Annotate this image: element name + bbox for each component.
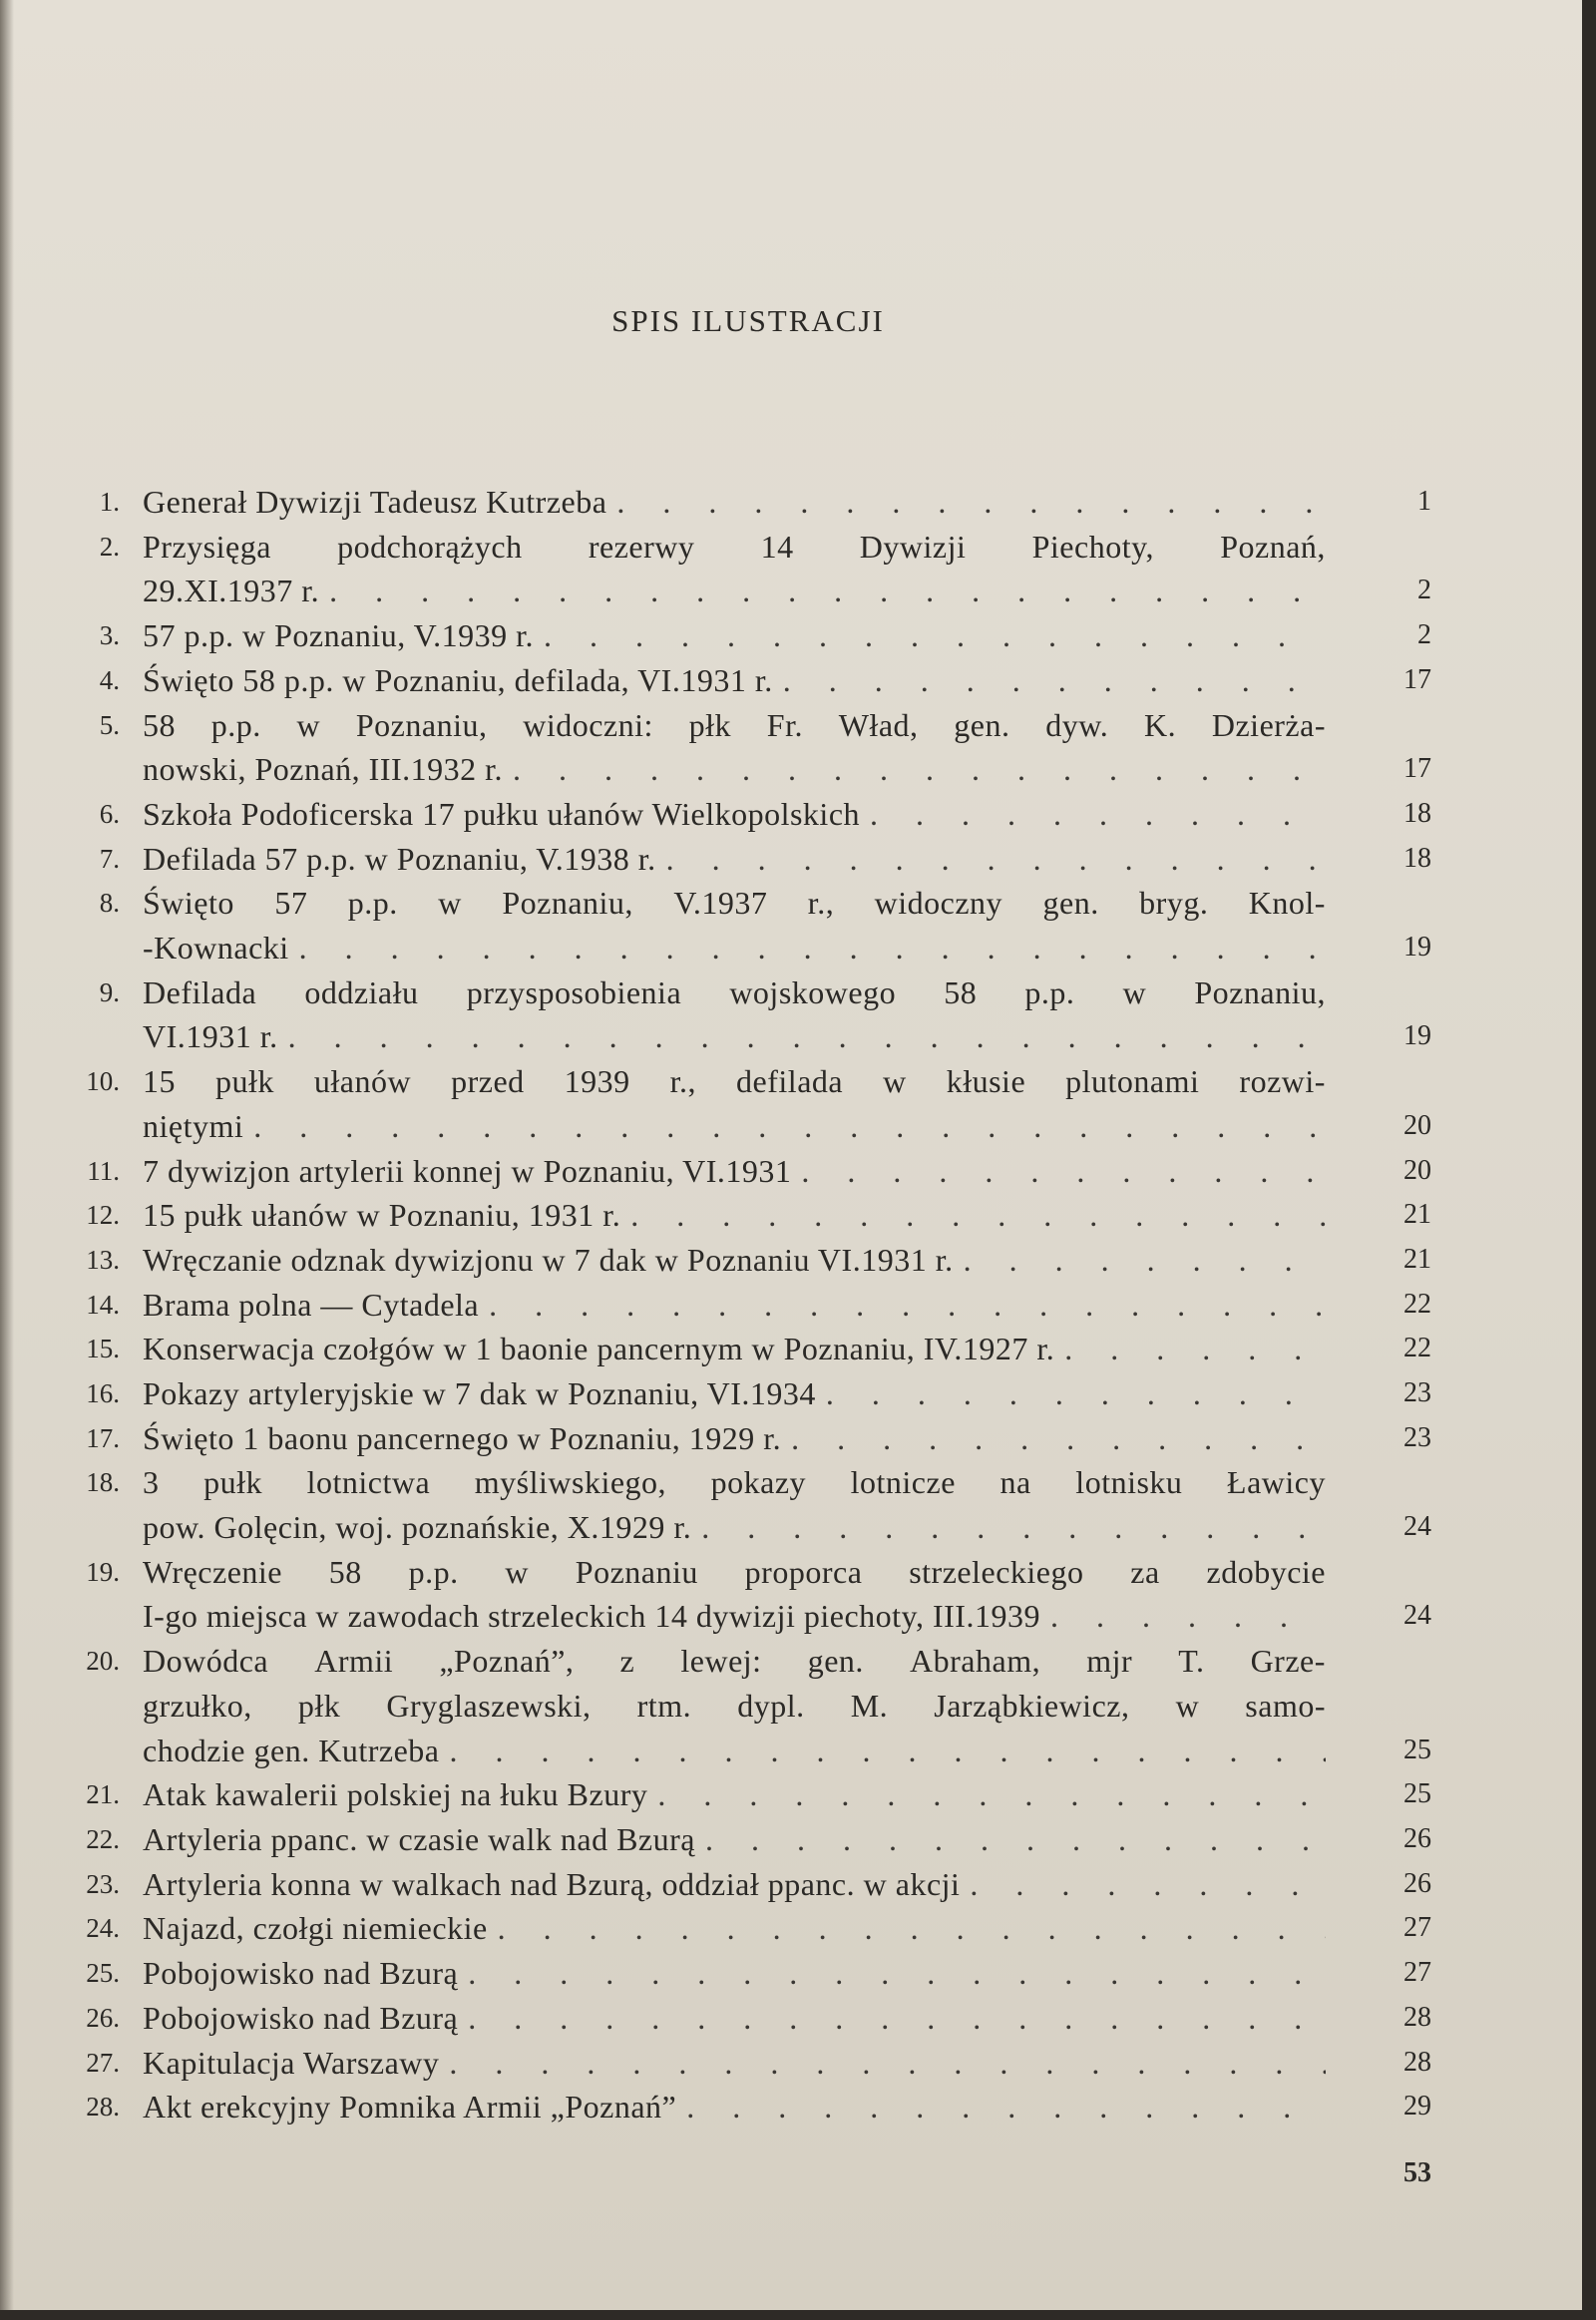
caption-text: 57 p.p. w Poznaniu, V.1939 r. — [143, 617, 534, 654]
entry-number: 22. — [86, 1824, 120, 1854]
dot-leader — [657, 1779, 1326, 1809]
caption-text: Brama polna — Cytadela — [143, 1286, 480, 1323]
entry-number: 5. — [99, 709, 120, 740]
caption-text: 15 pułk ułanów w Poznaniu, 1931 r. — [143, 1197, 621, 1234]
entry-page-number: 19 — [1403, 1020, 1431, 1052]
dot-leader — [791, 1423, 1326, 1453]
dot-leader — [468, 1958, 1326, 1988]
entry-number: 1. — [99, 487, 120, 517]
entry-caption-line — [143, 751, 1326, 788]
dot-leader — [489, 1290, 1326, 1320]
entry-page-number: 19 — [1403, 931, 1431, 963]
caption-text: Pokazy artyleryjskie w 7 dak w Poznaniu, VI.1934 — [143, 1375, 816, 1411]
entry-page-number: 23 — [1403, 1377, 1431, 1408]
dot-leader — [513, 754, 1326, 784]
entry-page-number: 28 — [1403, 2001, 1431, 2033]
dot-leader — [288, 1021, 1326, 1051]
dot-leader — [468, 2003, 1326, 2033]
entry-caption-line — [143, 1018, 1326, 1055]
caption-text: Święto 1 baonu pancernego w Poznaniu, 1929 r. — [143, 1419, 782, 1456]
entry-caption-line: Dowódca Armii „Poznań”, z lewej: gen. Abraham, mjr T. Grze- — [143, 1643, 1326, 1680]
dot-leader — [449, 1736, 1326, 1765]
entry-caption-line — [143, 1999, 1326, 2036]
entry-number: 24. — [86, 1913, 120, 1944]
entry-number: 7. — [99, 843, 120, 874]
dot-leader — [616, 487, 1326, 517]
entry-caption-line — [143, 1375, 1326, 1411]
entry-caption-line — [143, 1910, 1326, 1947]
dot-leader — [826, 1378, 1326, 1408]
caption-text: Święto 58 p.p. w Poznaniu, defilada, VI.1931 r. — [143, 661, 773, 698]
entry-caption-line: Święto 57 p.p. w Poznaniu, V.1937 r., widoczny gen. bryg. Knol- — [143, 885, 1326, 922]
dot-leader — [666, 844, 1326, 874]
entry-caption-line — [143, 617, 1326, 654]
caption-text: 29.XI.1937 r. — [143, 573, 320, 609]
caption-text: Najazd, czołgi niemieckie — [143, 1910, 488, 1947]
entry-page-number: 2 — [1417, 619, 1431, 651]
entry-page-number: 22 — [1403, 1333, 1431, 1364]
caption-text: Artyleria ppanc. w czasie walk nad Bzurą — [143, 1821, 695, 1857]
entry-caption-line — [143, 484, 1326, 520]
entry-caption-line: 58 p.p. w Poznaniu, widoczni: płk Fr. Wład, gen. dyw. K. Dzierża- — [143, 706, 1326, 743]
entry-page-number: 26 — [1403, 1823, 1431, 1854]
caption-text: nowski, Poznań, III.1932 r. — [143, 751, 504, 788]
caption-text: 7 dywizjon artylerii konnej w Poznaniu, VI.1931 — [143, 1152, 792, 1189]
caption-text: chodzie gen. Kutrzeba — [143, 1732, 440, 1768]
entry-caption-line: grzułko, płk Gryglaszewski, rtm. dypl. M. Jarząbkiewicz, w samo- — [143, 1687, 1326, 1724]
entry-caption-line — [143, 1776, 1326, 1813]
entry-caption-line — [143, 795, 1326, 832]
caption-text: Generał Dywizji Tadeusz Kutrzeba — [143, 484, 607, 520]
entry-caption-line — [143, 1152, 1326, 1189]
entry-caption-line — [143, 929, 1326, 966]
dot-leader — [686, 2092, 1326, 2122]
caption-text: Kapitulacja Warszawy — [143, 2044, 440, 2081]
dot-leader — [449, 2048, 1326, 2078]
entry-page-number: 27 — [1403, 1957, 1431, 1989]
dot-leader — [1064, 1334, 1326, 1363]
caption-text: Atak kawalerii polskiej na łuku Bzury — [143, 1776, 648, 1813]
entry-number: 6. — [99, 798, 120, 829]
entry-number: 10. — [86, 1066, 120, 1097]
entry-number: 8. — [99, 888, 120, 919]
caption-text: Akt erekcyjny Pomnika Armii „Poznań” — [143, 2089, 677, 2126]
entry-number: 16. — [86, 1378, 120, 1408]
entry-number: 4. — [99, 664, 120, 695]
entry-caption-line — [143, 1598, 1326, 1635]
entry-number: 20. — [86, 1646, 120, 1677]
dot-leader — [783, 665, 1326, 695]
caption-text: Szkoła Podoficerska 17 pułku ułanów Wielkopolskich — [143, 795, 861, 832]
entry-number: 2. — [99, 531, 120, 562]
dot-leader — [970, 1869, 1326, 1899]
entry-caption-line — [143, 1286, 1326, 1323]
caption-text: -Kownacki — [143, 929, 289, 966]
entry-page-number: 18 — [1403, 797, 1431, 829]
entry-number: 23. — [86, 1868, 120, 1899]
entry-number: 25. — [86, 1958, 120, 1989]
entry-page-number: 20 — [1403, 1109, 1431, 1141]
entry-number: 9. — [99, 976, 120, 1007]
caption-text: I-go miejsca w zawodach strzeleckich 14 dywizji piechoty, III.1939 — [143, 1598, 1040, 1635]
caption-text: Pobojowisko nad Bzurą — [143, 1955, 459, 1992]
entry-number: 11. — [87, 1155, 120, 1186]
dot-leader — [544, 620, 1326, 650]
entry-caption-line: Defilada oddziału przysposobienia wojskowego 58 p.p. w Poznaniu, — [143, 973, 1326, 1010]
dot-leader — [329, 576, 1326, 605]
entry-page-number: 25 — [1403, 1734, 1431, 1765]
dot-leader — [964, 1245, 1326, 1275]
entry-number: 26. — [86, 2002, 120, 2033]
caption-text: Wręczanie odznak dywizjonu w 7 dak w Poznaniu VI.1931 r. — [143, 1241, 954, 1278]
entry-page-number: 29 — [1403, 2091, 1431, 2123]
entry-page-number: 27 — [1403, 1912, 1431, 1944]
entry-page-number: 24 — [1403, 1511, 1431, 1543]
entry-number: 28. — [86, 2092, 120, 2123]
entry-page-number: 25 — [1403, 1778, 1431, 1810]
entry-page-number: 23 — [1403, 1421, 1431, 1453]
entry-number: 13. — [86, 1244, 120, 1275]
entry-page-number: 21 — [1403, 1199, 1431, 1231]
entry-caption-line — [143, 1107, 1326, 1144]
caption-text: Pobojowisko nad Bzurą — [143, 1999, 459, 2036]
dot-leader — [705, 1824, 1326, 1854]
entry-caption-line — [143, 1241, 1326, 1278]
entry-number: 27. — [86, 2047, 120, 2078]
caption-text: pow. Golęcin, woj. poznańskie, X.1929 r. — [143, 1509, 692, 1546]
entry-page-number: 18 — [1403, 842, 1431, 874]
entry-page-number: 22 — [1403, 1288, 1431, 1320]
entry-caption-line — [143, 1197, 1326, 1234]
entry-caption-line — [143, 1509, 1326, 1546]
entry-page-number: 1 — [1417, 486, 1431, 517]
dot-leader — [498, 1913, 1326, 1943]
dot-leader — [701, 1512, 1326, 1542]
caption-text: Konserwacja czołgów w 1 baonie pancernym w Poznaniu, IV.1927 r. — [143, 1331, 1055, 1367]
entry-caption-line — [143, 1419, 1326, 1456]
page-title: SPIS ILUSTRACJI — [611, 303, 885, 338]
caption-text: niętymi — [143, 1107, 244, 1144]
dot-leader — [801, 1156, 1326, 1186]
entry-page-number: 26 — [1403, 1867, 1431, 1899]
entry-number: 18. — [86, 1467, 120, 1498]
entry-caption-line: Przysięga podchorążych rezerwy 14 Dywizji Piechoty, Poznań, — [143, 528, 1326, 565]
entry-page-number: 21 — [1403, 1243, 1431, 1275]
caption-text: VI.1931 r. — [143, 1018, 278, 1055]
page-number: 53 — [1403, 2157, 1431, 2188]
entry-page-number: 2 — [1417, 575, 1431, 606]
entry-number: 12. — [86, 1200, 120, 1231]
entry-caption-line — [143, 1955, 1326, 1992]
entry-number: 15. — [86, 1334, 120, 1364]
entry-caption-line: Wręczenie 58 p.p. w Poznaniu proporca strzeleckiego za zdobycie — [143, 1553, 1326, 1590]
dot-leader — [630, 1200, 1326, 1230]
entry-caption-line: 3 pułk lotnictwa myśliwskiego, pokazy lotnicze na lotnisku Ławicy — [143, 1464, 1326, 1501]
entry-caption-line — [143, 1865, 1326, 1902]
dot-leader — [1050, 1601, 1326, 1631]
entry-caption-line — [143, 661, 1326, 698]
entry-page-number: 17 — [1403, 663, 1431, 695]
dot-leader — [299, 933, 1326, 963]
entry-page-number: 28 — [1403, 2046, 1431, 2078]
entry-caption-line — [143, 1331, 1326, 1367]
entry-page-number: 20 — [1403, 1154, 1431, 1186]
entry-number: 17. — [86, 1422, 120, 1453]
entry-page-number: 17 — [1403, 753, 1431, 785]
dot-leader — [870, 799, 1326, 829]
entry-number: 21. — [86, 1779, 120, 1810]
entry-number: 19. — [86, 1556, 120, 1587]
entry-number: 3. — [99, 620, 120, 651]
caption-text: Artyleria konna w walkach nad Bzurą, oddział ppanc. w akcji — [143, 1865, 961, 1902]
entry-caption-line — [143, 1732, 1326, 1768]
entry-caption-line — [143, 573, 1326, 609]
entry-caption-line — [143, 840, 1326, 877]
entry-caption-line — [143, 2044, 1326, 2081]
entry-caption-line: 15 pułk ułanów przed 1939 r., defilada w kłusie plutonami rozwi- — [143, 1063, 1326, 1100]
entry-page-number: 24 — [1403, 1600, 1431, 1632]
caption-text: Defilada 57 p.p. w Poznaniu, V.1938 r. — [143, 840, 656, 877]
dot-leader — [253, 1111, 1326, 1141]
entry-caption-line — [143, 1821, 1326, 1857]
entry-caption-line — [143, 2089, 1326, 2126]
entry-number: 14. — [86, 1289, 120, 1320]
